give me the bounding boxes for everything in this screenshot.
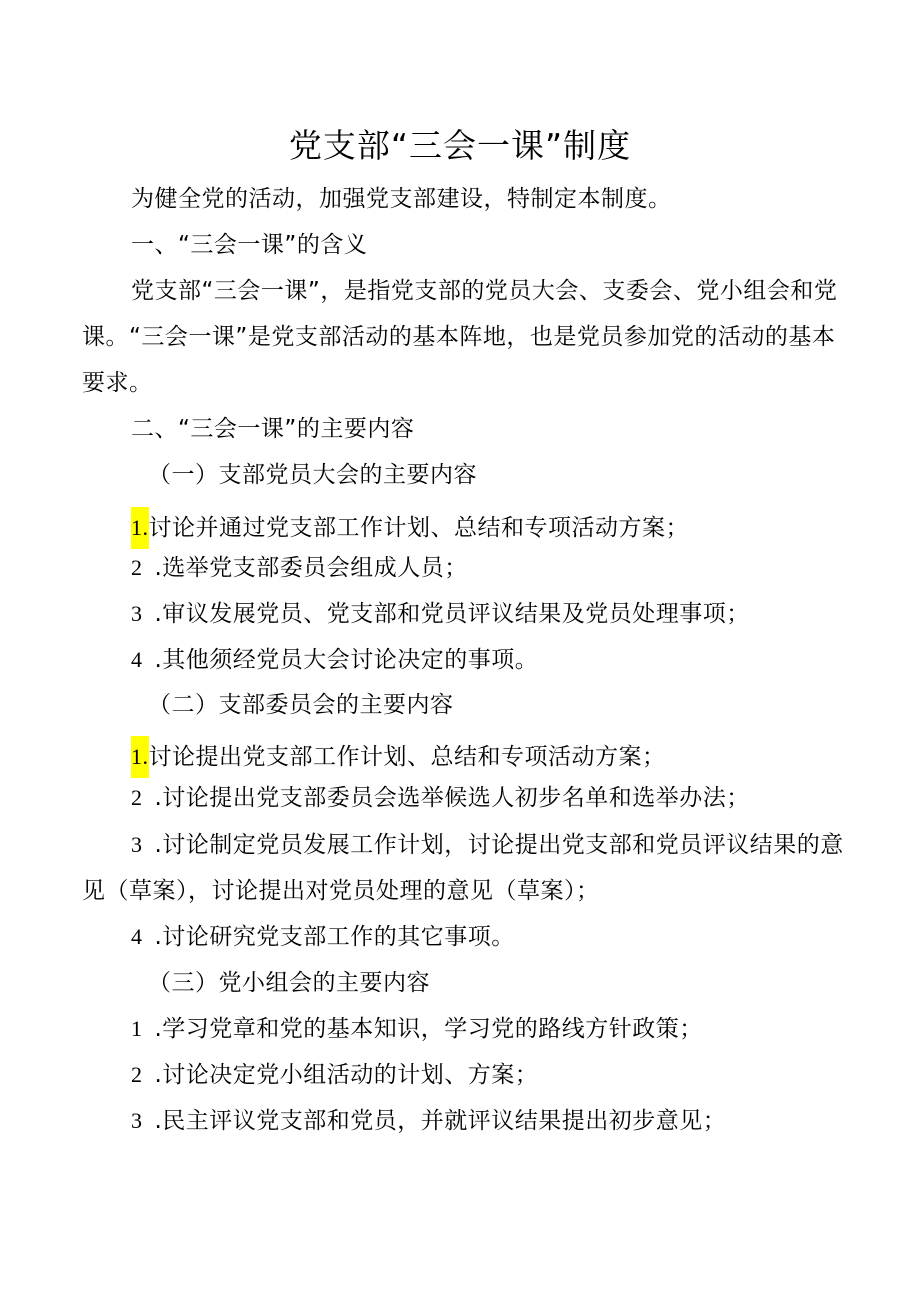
item-text: .讨论制定党员发展工作计划，讨论提出党支部和党员评议结果的意 (154, 832, 844, 858)
section2-heading: 二、“三会一课”的主要内容 (131, 416, 415, 442)
item-number: 2 (131, 1062, 143, 1087)
list-item (131, 1014, 703, 1044)
item-text: .讨论提出党支部委员会选举候选人初步名单和选举办法； (154, 785, 750, 811)
item-number: 1 (131, 1016, 143, 1041)
sub1-heading: （一）支部党员大会的主要内容 (148, 462, 477, 488)
item-number: 3 (131, 832, 143, 857)
sub2-heading: （二）支部委员会的主要内容 (148, 692, 454, 718)
item-number: 3 (131, 1108, 143, 1133)
list-item (131, 1060, 538, 1090)
list-item (131, 1106, 726, 1136)
item-number: 1. (131, 736, 149, 778)
list-item (131, 830, 844, 860)
list-item (131, 507, 689, 549)
item-number: 1. (131, 507, 149, 549)
list-item (131, 736, 666, 778)
item-number: 2 (131, 555, 143, 580)
item-text: .讨论决定党小组活动的计划、方案； (154, 1062, 539, 1088)
list-item (131, 553, 468, 583)
item-text: 讨论提出党支部工作计划、总结和专项活动方案； (148, 744, 666, 770)
item-number: 4 (131, 647, 143, 672)
list-item (131, 599, 750, 629)
item-number: 2 (131, 785, 143, 810)
sub3-heading: （三）党小组会的主要内容 (148, 970, 430, 996)
item-number: 4 (131, 924, 143, 949)
item-text: .选举党支部委员会组成人员； (154, 555, 468, 581)
list-item-continuation: 见（草案），讨论提出对党员处理的意见（草案）； (82, 878, 600, 904)
item-text: 讨论并通过党支部工作计划、总结和专项活动方案； (148, 515, 689, 541)
item-text: .学习党章和党的基本知识，学习党的路线方针政策； (154, 1016, 703, 1042)
section1-para-line3: 要求。 (82, 370, 153, 396)
document-title: 党支部“三会一课”制度 (288, 126, 632, 165)
item-text: .审议发展党员、党支部和党员评议结果及党员处理事项； (154, 601, 750, 627)
item-number: 3 (131, 601, 143, 626)
section1-para-line2: 课。“三会一课”是党支部活动的基本阵地，也是党员参加党的活动的基本 (82, 324, 836, 350)
list-item (131, 783, 750, 813)
section1-para-line1: 党支部“三会一课”，是指党支部的党员大会、支委会、党小组会和党 (131, 278, 838, 304)
item-text: .讨论研究党支部工作的其它事项。 (154, 924, 515, 950)
intro-paragraph: 为健全党的活动，加强党支部建设，特制定本制度。 (131, 186, 672, 212)
list-item (131, 645, 538, 675)
item-text: .民主评议党支部和党员，并就评议结果提出初步意见； (154, 1108, 727, 1134)
item-text: .其他须经党员大会讨论决定的事项。 (154, 647, 539, 673)
list-item (131, 922, 515, 952)
section1-heading: 一、“三会一课”的含义 (131, 232, 368, 258)
